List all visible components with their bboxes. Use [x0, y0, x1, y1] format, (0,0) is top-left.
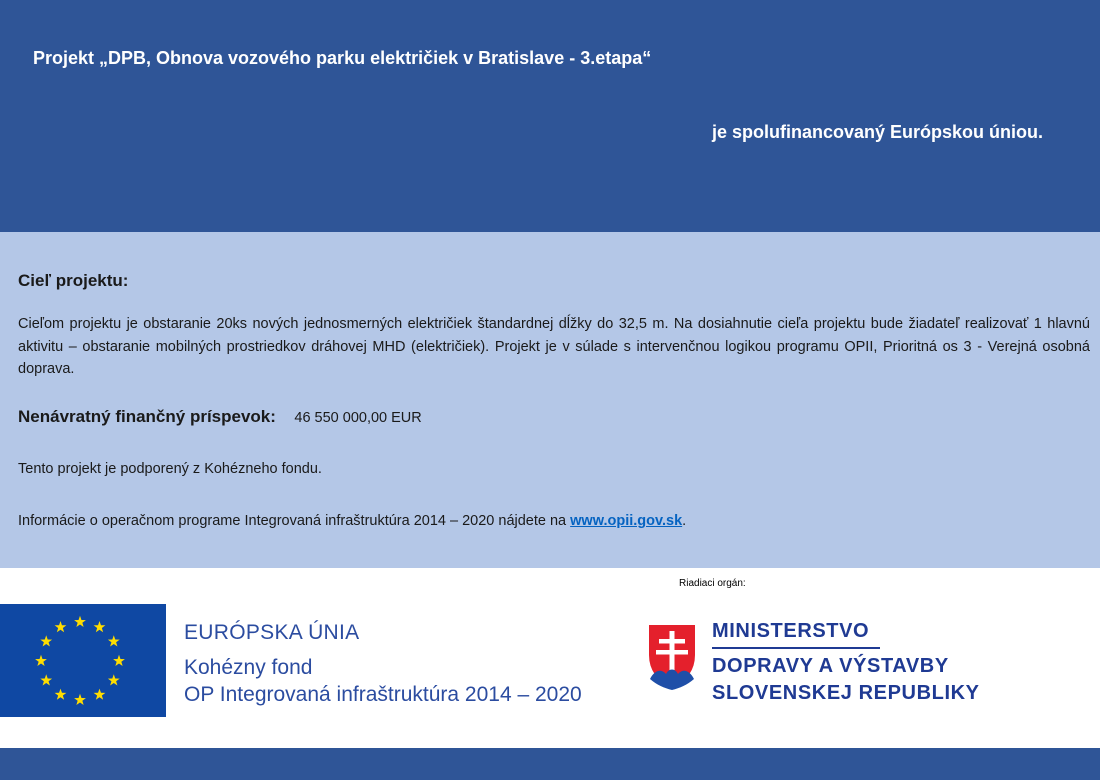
cohesion-fund-label: Kohézny fond	[184, 656, 313, 679]
project-info-panel	[0, 232, 1100, 568]
program-info	[18, 513, 686, 529]
ministry-line-1: MINISTERSTVO	[712, 620, 870, 642]
opii-website-link[interactable]: www.opii.gov.sk	[570, 513, 683, 529]
eu-star-icon	[40, 674, 52, 685]
op-program-label: OP Integrovaná infraštruktúra 2014 – 2020	[184, 683, 582, 706]
header-band	[0, 0, 1100, 232]
eu-logo-text	[184, 619, 582, 708]
ministry-line-2: DOPRAVY A VÝSTAVBY	[712, 655, 949, 677]
project-title: Projekt „DPB, Obnova vozového parku električiek v Bratislave - 3.etapa“	[33, 48, 652, 68]
eu-star-icon	[74, 694, 86, 705]
eu-star-icon	[113, 655, 125, 666]
eu-flag	[0, 604, 166, 717]
goal-heading: Cieľ projektu:	[18, 271, 129, 290]
ministry-divider	[712, 647, 880, 649]
eu-star-icon	[55, 689, 67, 700]
managing-authority-label: Riadiaci orgán:	[679, 578, 746, 589]
grant-label: Nenávratný finančný príspevok:	[18, 407, 276, 426]
eu-star-icon	[40, 635, 52, 646]
eu-star-icon	[55, 621, 67, 632]
slovak-coat-of-arms-icon	[645, 621, 699, 691]
eu-stars-circle	[0, 604, 166, 717]
footer-band	[0, 748, 1100, 780]
eu-union-label: EURÓPSKA ÚNIA	[184, 621, 360, 644]
program-info-end: .	[682, 513, 687, 529]
fund-statement: Tento projekt je podporený z Kohézneho fondu.	[18, 461, 322, 477]
program-info-text: Informácie o operačnom programe Integrovaná infraštruktúra 2014 – 2020 nájdete na	[18, 513, 567, 529]
grant-value: 46 550 000,00 EUR	[294, 410, 422, 426]
eu-star-icon	[94, 689, 106, 700]
goal-description: Cieľom projektu je obstaranie 20ks nových jednosmerných električiek štandardnej dĺžky do 32,5 m. Na dosiahnutie cieľa projektu bude žiadateľ realizovať 1 hlavnú aktivitu – obstaranie mobilných prostriedkov dráhovej MHD (električiek). Projekt je v súlade s intervenčnou logikou programu OPII, Prioritná os 3 - Verejná osobná doprava.	[18, 316, 1090, 377]
eu-star-icon	[94, 621, 106, 632]
eu-star-icon	[35, 655, 47, 666]
cofinanced-statement: je spolufinancovaný Európskou úniou.	[711, 122, 1043, 142]
eu-star-icon	[108, 674, 120, 685]
grant-row	[18, 407, 422, 427]
ministry-logo-text	[712, 618, 980, 707]
eu-star-icon	[74, 616, 86, 627]
eu-star-icon	[108, 635, 120, 646]
ministry-line-3: SLOVENSKEJ REPUBLIKY	[712, 682, 980, 704]
